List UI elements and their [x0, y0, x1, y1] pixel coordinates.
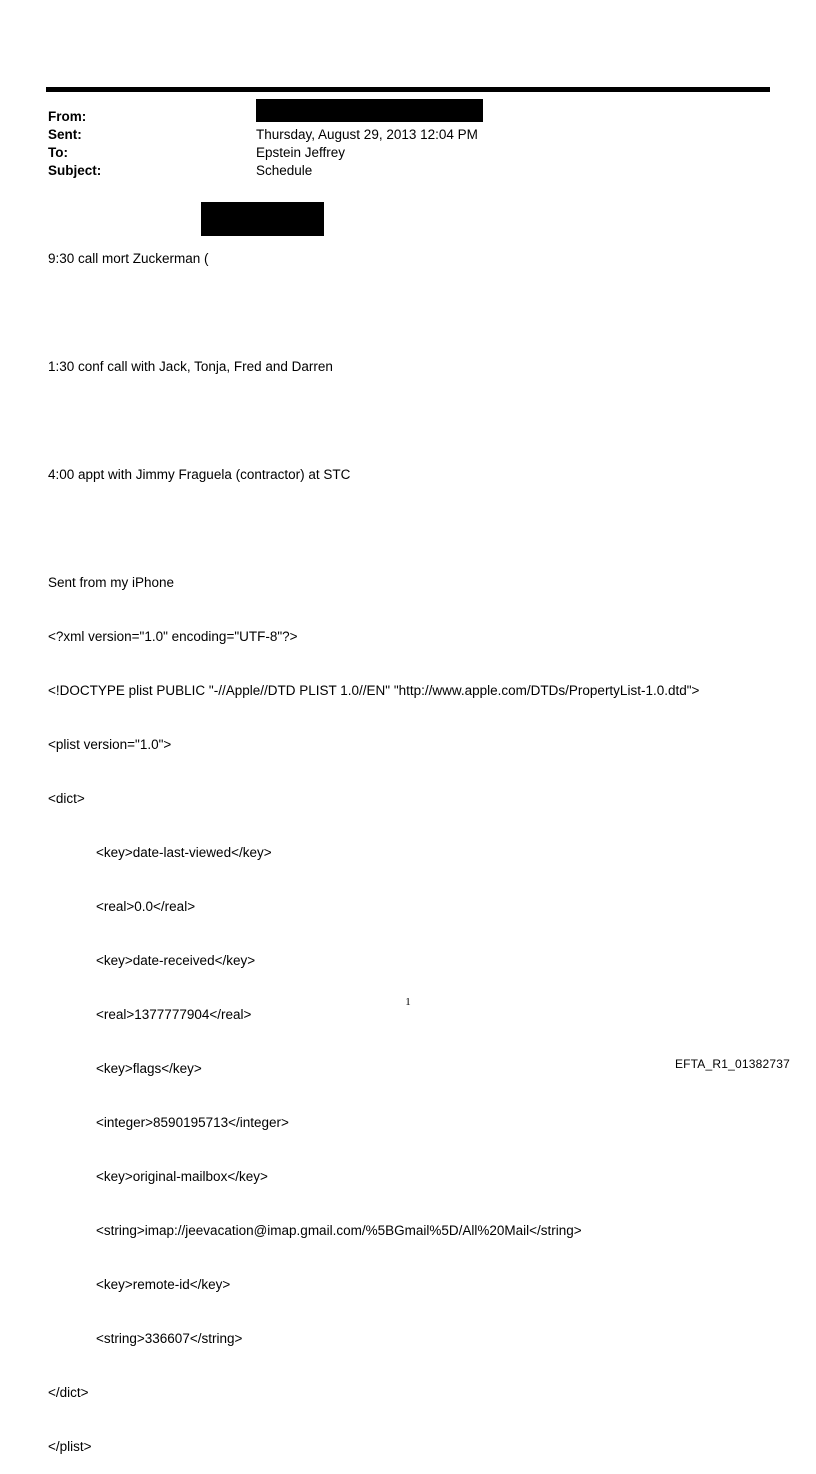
plist-open-tag: <plist version="1.0"> [48, 737, 172, 752]
sent-value: Thursday, August 29, 2013 12:04 PM [256, 127, 478, 142]
plist-entry: <string>imap://jeevacation@imap.gmail.com/%5BGmail%5D/All%20Mail</string> [96, 1223, 582, 1238]
dict-close-tag: </dict> [48, 1385, 89, 1400]
plist-entry: <real>0.0</real> [96, 899, 196, 914]
plist-entry: <key>date-last-viewed</key> [96, 845, 272, 860]
subject-value: Schedule [256, 163, 313, 178]
plist-entry: <key>flags</key> [96, 1061, 202, 1076]
dict-open-tag: <dict> [48, 791, 85, 806]
plist-entry: <integer>8590195713</integer> [96, 1115, 289, 1130]
plist-xml-declaration: <?xml version="1.0" encoding="UTF-8"?> [48, 629, 298, 644]
subject-label: Subject: [48, 163, 102, 178]
plist-doctype: <!DOCTYPE plist PUBLIC "-//Apple//DTD PLIST 1.0//EN" "http://www.apple.com/DTDs/PropertyList-1.0.dtd"> [48, 683, 700, 698]
document-id: EFTA_R1_01382737 [674, 1057, 790, 1071]
schedule-line-930: 9:30 call mort Zuckerman ( [48, 251, 209, 266]
signature-line: Sent from my iPhone [48, 575, 175, 590]
schedule-line-130: 1:30 conf call with Jack, Tonja, Fred and Darren [48, 359, 333, 374]
page-number: 1 [405, 996, 411, 1008]
header-rule [46, 87, 770, 92]
plist-entry: <key>date-received</key> [96, 953, 256, 968]
plist-close-tag: </plist> [48, 1439, 92, 1454]
to-value: Epstein Jeffrey [256, 145, 346, 160]
email-body [48, 214, 699, 1474]
plist-entry: <string>336607</string> [96, 1331, 243, 1346]
sent-label: Sent: [48, 127, 82, 142]
plist-entry: <key>remote-id</key> [96, 1277, 231, 1292]
redaction-box-phone [201, 202, 324, 236]
plist-entry: <real>1377777904</real> [96, 1007, 252, 1022]
plist-entry: <key>original-mailbox</key> [96, 1169, 268, 1184]
to-label: To: [48, 145, 68, 160]
redaction-box-sender [256, 99, 483, 122]
from-label: From: [48, 109, 87, 124]
schedule-line-400: 4:00 appt with Jimmy Fraguela (contractor) at STC [48, 467, 351, 482]
